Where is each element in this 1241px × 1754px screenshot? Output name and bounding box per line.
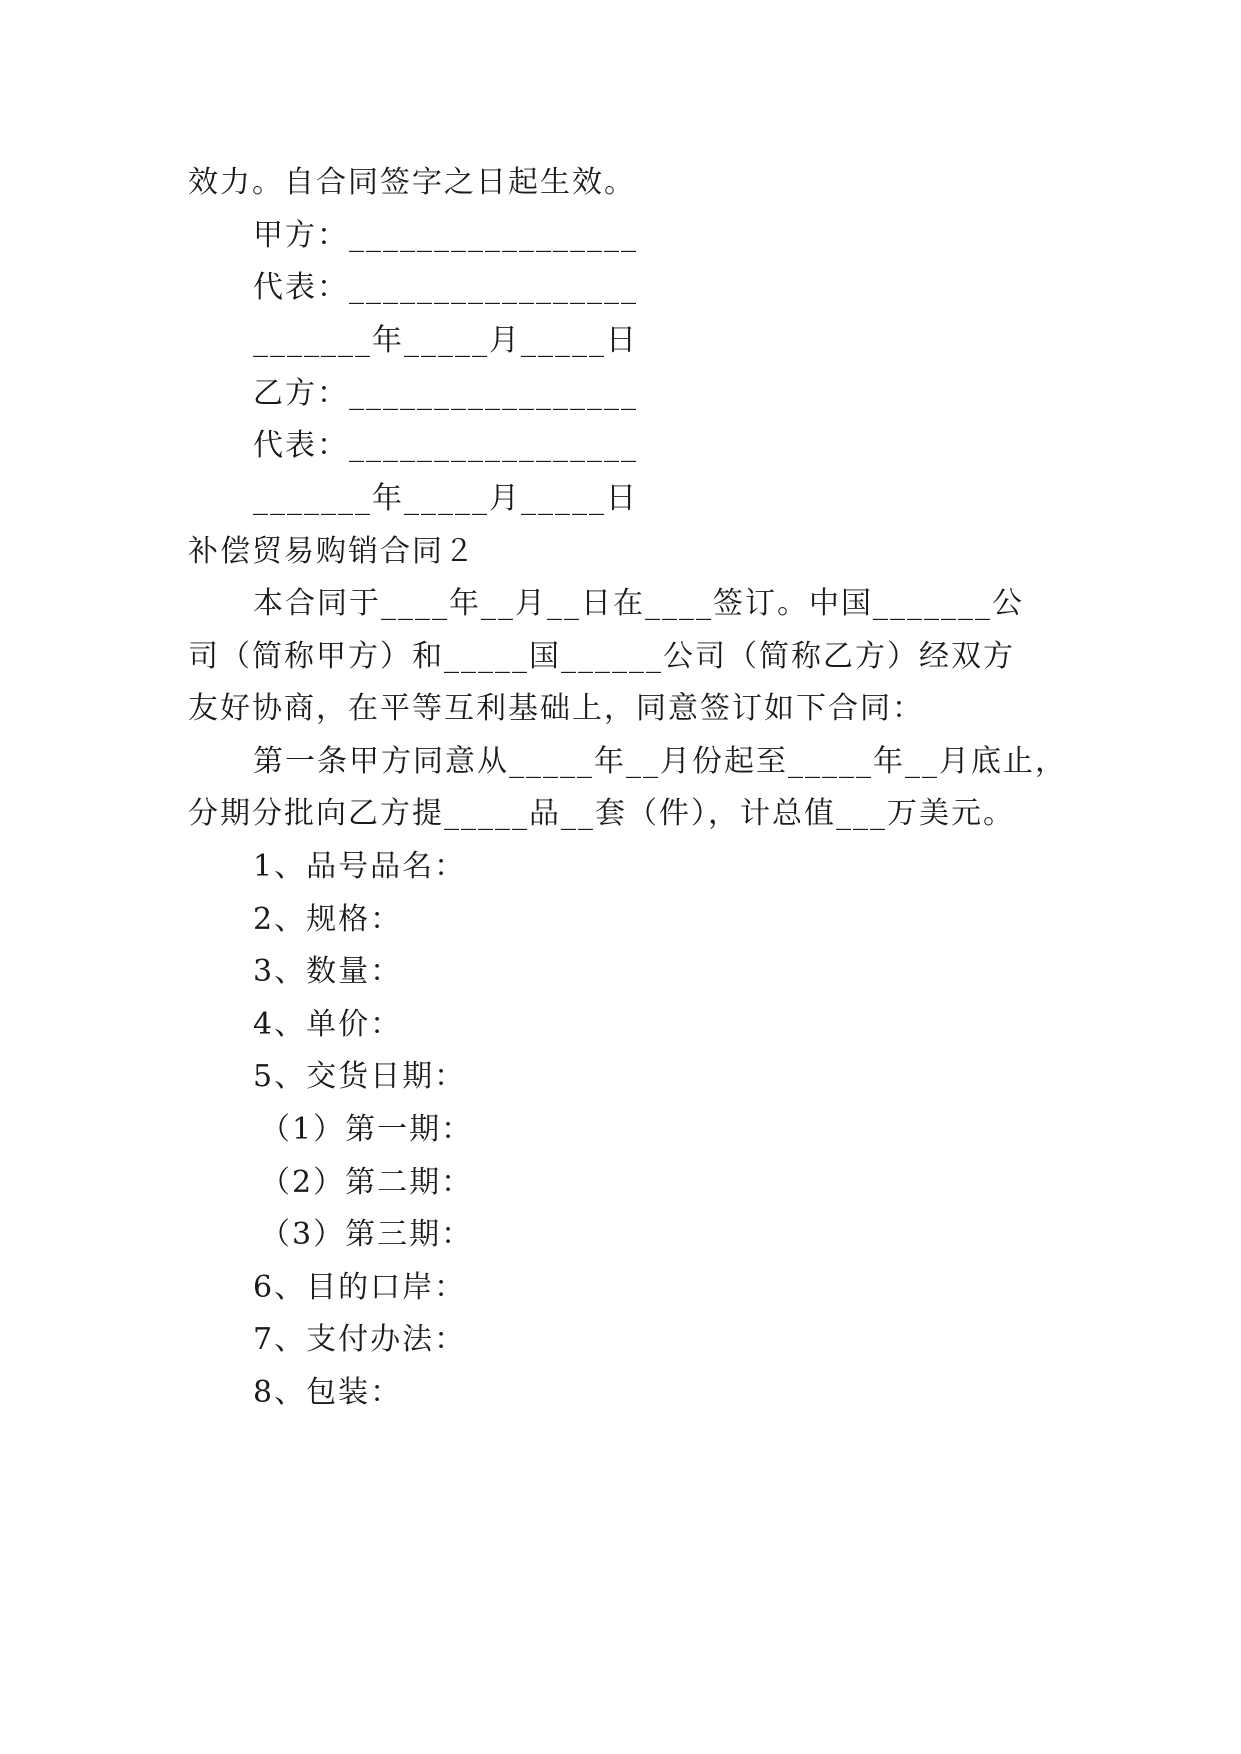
article-1-line-2: 分期分批向乙方提_____品__套（件），计总值___万美元。 (188, 796, 1015, 831)
list-subitem-phase-3: （3）第三期： (260, 1217, 474, 1252)
contract-intro-line-2: 司（简称甲方）和_____国______公司（简称乙方）经双方 (188, 639, 1015, 674)
list-item-payment-method: 7、支付办法： (253, 1322, 467, 1357)
paragraph-effective: 效力。自合同签字之日起生效。 (188, 165, 636, 200)
list-item-packaging: 8、包装： (253, 1375, 403, 1410)
contract-intro-line-1: 本合同于____年__月__日在____签订。中国_______公 (253, 586, 1024, 621)
list-item-quantity: 3、数量： (253, 954, 403, 989)
party-a-line: 甲方：_________________ (253, 218, 638, 253)
list-subitem-phase-1: （1）第一期： (260, 1112, 474, 1147)
party-b-representative-line: 代表：_________________ (253, 428, 638, 463)
party-a-representative-line: 代表：_________________ (253, 270, 638, 305)
list-item-destination-port: 6、目的口岸： (253, 1270, 467, 1305)
list-item-delivery-date: 5、交货日期： (253, 1059, 467, 1094)
article-1-line-1: 第一条甲方同意从_____年__月份起至_____年__月底止， (253, 744, 1067, 779)
list-item-unit-price: 4、单价： (253, 1007, 403, 1042)
contract-title: 补偿贸易购销合同２ (188, 534, 476, 569)
party-a-date-line: _______年_____月_____日 (253, 323, 638, 358)
party-b-line: 乙方：_________________ (253, 376, 638, 411)
list-item-specification: 2、规格： (253, 902, 403, 937)
party-b-date-line: _______年_____月_____日 (253, 481, 638, 516)
list-subitem-phase-2: （2）第二期： (260, 1165, 474, 1200)
contract-intro-line-3: 友好协商，在平等互利基础上，同意签订如下合同： (188, 691, 924, 726)
list-item-product-name: 1、品号品名： (253, 849, 467, 884)
